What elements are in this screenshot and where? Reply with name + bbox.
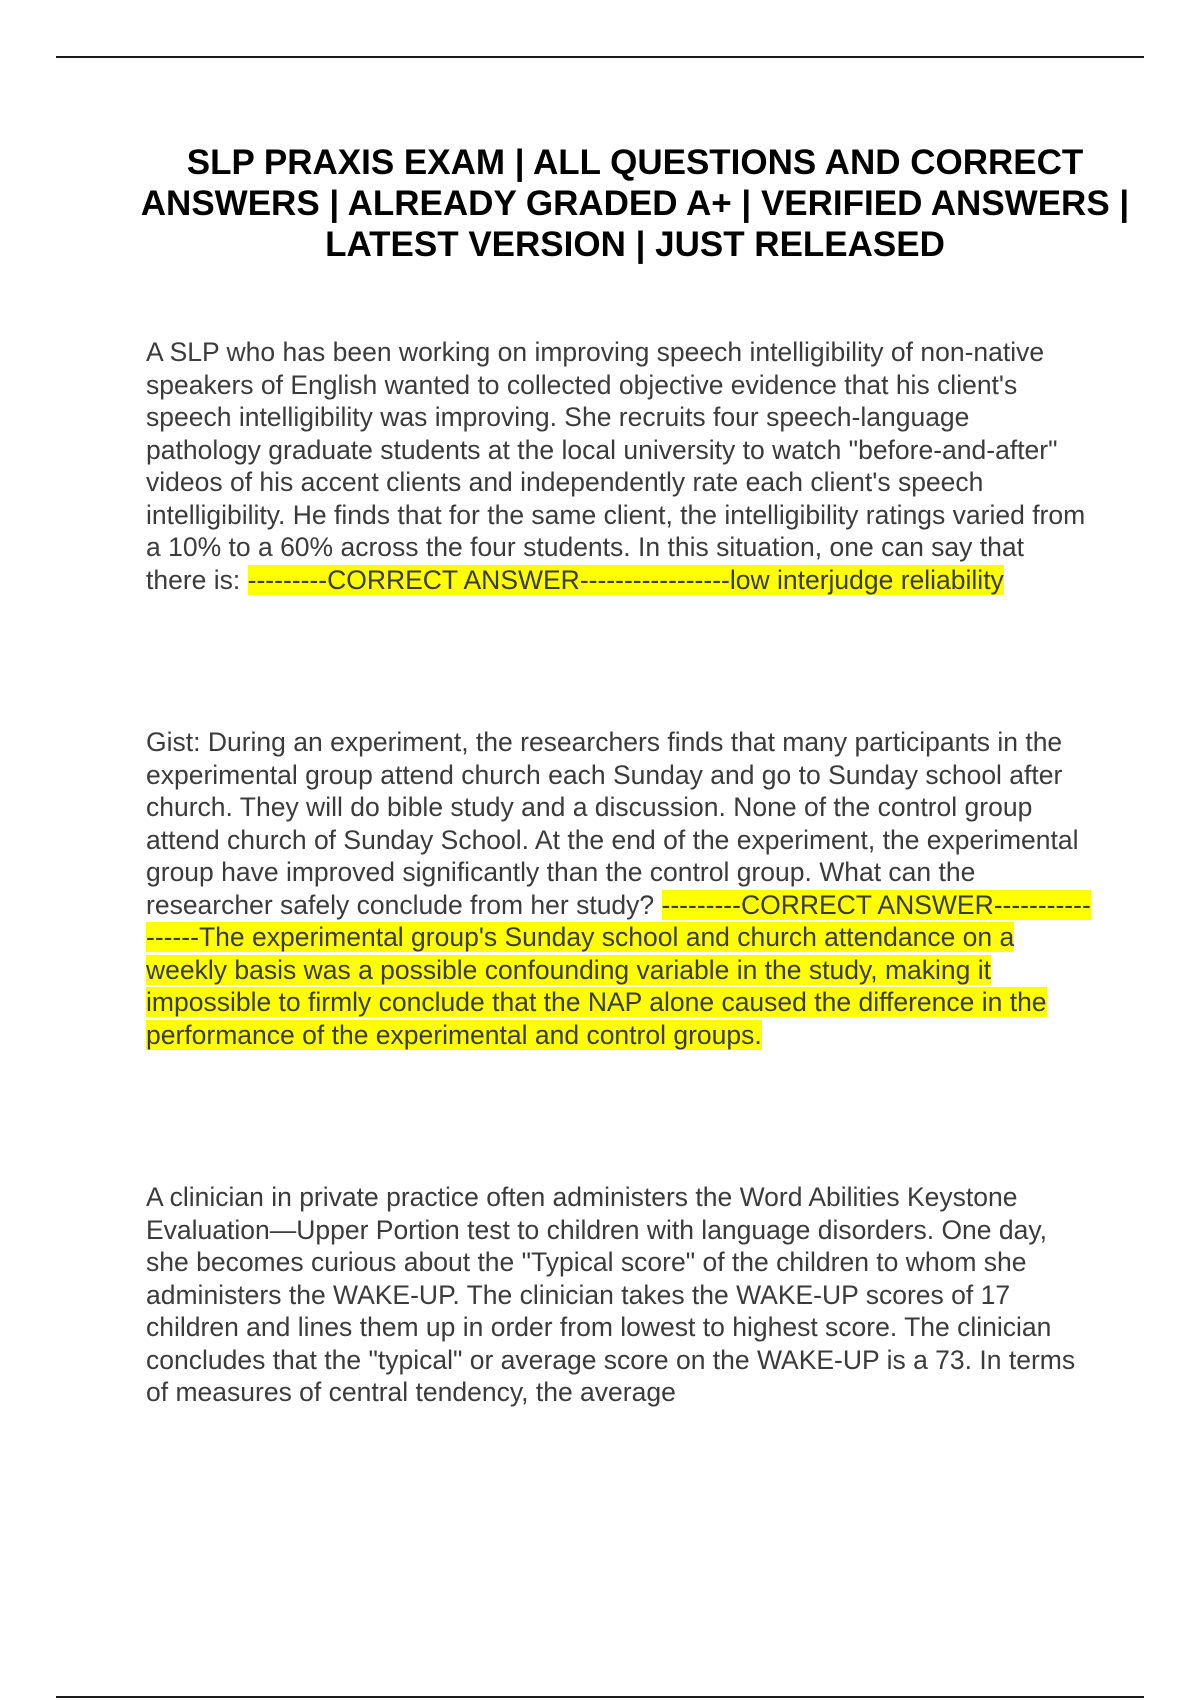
question-text: A clinician in private practice often administers the Word Abilities Keystone Evaluation—Upper Portion test to children with language disorders. One day, she becomes curious about the "Typical score" of the children to whom she administers the WAKE-UP. The clinician takes the WAKE-UP scores of 17 children and lines them up in order from lowest to highest score. The clinician concludes that the "typical" or average score on the WAKE-UP is a 73. In terms of measures of central tendency, the average	[146, 1182, 1076, 1407]
question-text: Gist: During an experiment, the researchers finds that many participants in the experimental group attend church each Sunday and go to Sunday school after church. They will do bible study and a discussion. None of the control group attend church of Sunday School. At the end of the experiment, the experimental group have improved significantly than the control group. What can the researcher safely conclude from her study?	[146, 727, 1079, 920]
correct-answer-highlight: ---------CORRECT ANSWER-----------------low interjudge reliability	[247, 564, 1004, 595]
question-text: A SLP who has been working on improving speech intelligibility of non-native speakers of English wanted to collected objective evidence that his client's speech intelligibility was improving. She recruits four speech-language pathology graduate students at the local university to watch "before-and-after" videos of his accent clients and independently rate each client's speech intelligibility. He finds that for the same client, the intelligibility ratings varied from a 10% to a 60% across the four students. In this situation, one can say that there is:	[146, 337, 1086, 595]
qa-item	[146, 336, 1091, 596]
document-title: SLP PRAXIS EXAM | ALL QUESTIONS AND CORRECT ANSWERS | ALREADY GRADED A+ | VERIFIED ANSWERS | LATEST VERSION | JUST RELEASED	[140, 143, 1130, 264]
correct-answer-highlight: ---------CORRECT ANSWER-----------------The experimental group's Sunday school and church attendance on a weekly basis was a possible confounding variable in the study, making it impossible to firmly conclude that the NAP alone caused the difference in the performance of the experimental and control groups.	[146, 889, 1091, 1050]
qa-item	[146, 1181, 1091, 1409]
header-rule	[56, 56, 1144, 58]
footer-rule	[56, 1696, 1144, 1698]
qa-item	[146, 726, 1091, 1051]
